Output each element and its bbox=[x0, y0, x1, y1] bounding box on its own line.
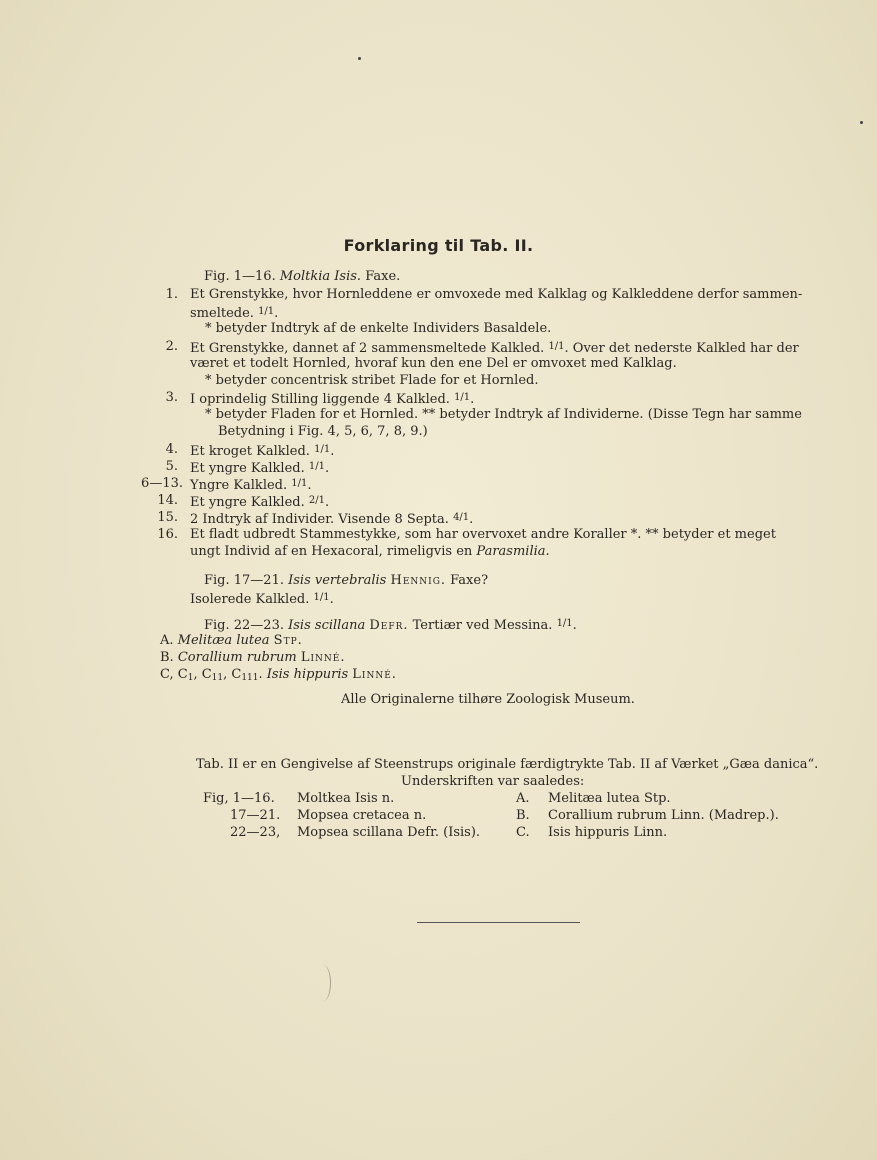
letter-a-label: A. bbox=[160, 633, 174, 648]
letter-c-species: Isis hippuris bbox=[266, 667, 349, 682]
letter-c-sub3: 111 bbox=[241, 673, 259, 683]
group2-heading bbox=[204, 572, 488, 589]
entry-1-line1: Et Grenstykke, hvor Hornleddene er omvoxede med Kalklag og Kalkleddene derfor sammen- bbox=[190, 287, 803, 302]
pencil-mark bbox=[316, 965, 331, 1001]
entry-3-text1: I oprindelig Stilling liggende 4 Kalkled. bbox=[190, 392, 450, 407]
group1-locality: Faxe. bbox=[365, 269, 401, 284]
note-row-2-name: Mopsea cretacea n. bbox=[297, 808, 427, 823]
note-row-2-letter: B. bbox=[516, 808, 530, 823]
entry-4-line: Et kroget Kalkled. $^{1/1}$. bbox=[190, 444, 335, 459]
entry-1-number: 1. bbox=[165, 287, 178, 302]
group2-text2: Isolerede Kalkled. bbox=[190, 592, 310, 607]
letter-c-author: Linné. bbox=[352, 667, 397, 682]
entry-6-13-text: Yngre Kalkled. bbox=[190, 478, 288, 493]
group2-line2: Isolerede Kalkled. $^{1/1}$. bbox=[190, 592, 334, 607]
entry-1-text2: smeltede. bbox=[190, 306, 254, 321]
group2-fig: Fig. 17—21. bbox=[204, 573, 284, 588]
group3-heading: Fig. 22—23. Isis scillana Defr. Tertiær ved Messina. $^{1/1}$. bbox=[204, 618, 577, 633]
entry-3-number: 3. bbox=[165, 390, 178, 405]
entry-3-note2: Betydning i Fig. 4, 5, 6, 7, 8, 9.) bbox=[218, 424, 428, 439]
entry-3-scale: 1/1 bbox=[454, 392, 471, 403]
note-row-2-fig: 17—21. bbox=[230, 808, 281, 823]
divider-rule bbox=[417, 922, 580, 923]
group1-species: Moltkia Isis. bbox=[279, 269, 362, 284]
note-row-1-name: Moltkea Isis n. bbox=[297, 791, 395, 806]
entry-2-text1: Et Grenstykke, dannet af 2 sammensmeltede Kalkled. bbox=[190, 341, 545, 356]
note-row-1-species: Melitæa lutea Stp. bbox=[548, 791, 671, 806]
entry-2-scale: 1/1 bbox=[548, 341, 565, 352]
note-row-3-name: Mopsea scillana Defr. (Isis). bbox=[297, 825, 481, 840]
entry-15-number: 15. bbox=[157, 510, 178, 525]
group3-scale: 1/1 bbox=[556, 618, 573, 629]
letter-c-sep2: , C bbox=[223, 667, 242, 682]
letter-c bbox=[160, 666, 397, 687]
letter-c-label: C, C bbox=[160, 667, 188, 682]
entry-15-text: 2 Indtryk af Individer. Visende 8 Septa. bbox=[190, 512, 449, 527]
entry-2-line1: Et Grenstykke, dannet af 2 sammensmeltede Kalkled. $^{1/1}$. Over det nederste Kalkled har der bbox=[190, 341, 799, 356]
entry-1-note: * betyder Indtryk af de enkelte Individers Basaldele. bbox=[205, 321, 552, 336]
entry-2-note: * betyder concentrisk stribet Flade for et Hornled. bbox=[205, 373, 539, 388]
note-row-1-letter: A. bbox=[516, 791, 530, 806]
letter-b-author: Linné. bbox=[300, 650, 346, 665]
entry-16-genus: Parasmilia. bbox=[476, 544, 550, 559]
entry-14-text: Et yngre Kalkled. bbox=[190, 495, 305, 510]
entry-14-scale: 2/1 bbox=[308, 495, 325, 506]
group3-species: Isis scillana bbox=[288, 618, 366, 633]
entry-16-line1: Et fladt udbredt Stammestykke, som har overvoxet andre Koraller *. ** betyder et meget bbox=[190, 527, 776, 542]
entry-16-number: 16. bbox=[157, 527, 178, 542]
entry-5-text: Et yngre Kalkled. bbox=[190, 461, 305, 476]
entry-2-text1b: Over det nederste Kalkled har der bbox=[572, 341, 799, 356]
entry-15-scale: 4/1 bbox=[453, 512, 470, 523]
group2-species: Isis vertebralis bbox=[288, 573, 387, 588]
entry-2-line2: været et todelt Hornled, hvoraf kun den ene Del er omvoxet med Kalklag. bbox=[190, 356, 677, 371]
entry-16-text2: ungt Individ af en Hexacoral, rimeligvis en bbox=[190, 544, 473, 559]
group3-fig: Fig. 22—23. bbox=[204, 618, 284, 633]
letter-b-label: B. bbox=[160, 650, 174, 665]
page-title: Forklaring til Tab. II. bbox=[343, 236, 534, 255]
originals-note: Alle Originalerne tilhøre Zoologisk Museum. bbox=[341, 692, 635, 707]
entry-14-number: 14. bbox=[157, 493, 178, 508]
entry-4-text: Et kroget Kalkled. bbox=[190, 444, 310, 459]
entry-5-line: Et yngre Kalkled. $^{1/1}$. bbox=[190, 461, 330, 476]
note-row-1-fig: Fig, 1—16. bbox=[203, 791, 275, 806]
note-row-2-species: Corallium rubrum Linn. (Madrep.). bbox=[548, 808, 779, 823]
entry-16-line2 bbox=[190, 543, 550, 560]
group1-fig: Fig. 1—16. bbox=[204, 269, 276, 284]
letter-a bbox=[160, 632, 303, 649]
speck-top bbox=[358, 57, 361, 60]
entry-4-scale: 1/1 bbox=[314, 444, 331, 455]
letter-c-sub1: 1 bbox=[187, 673, 194, 683]
entry-3-note1: * betyder Fladen for et Hornled. ** betyder Indtryk af Individerne. (Disse Tegn har samme bbox=[205, 407, 802, 422]
entry-15-line: 2 Indtryk af Individer. Visende 8 Septa. $^{4/1}$. bbox=[190, 512, 474, 527]
letter-a-species: Melitæa lutea bbox=[177, 633, 270, 648]
entry-5-scale: 1/1 bbox=[308, 461, 325, 472]
letter-b bbox=[160, 649, 345, 666]
group2-author: Hennig. bbox=[390, 573, 447, 588]
entry-6-13-number: 6—13. bbox=[141, 476, 183, 491]
group2-scale: 1/1 bbox=[313, 592, 330, 603]
entry-14-line: Et yngre Kalkled. $^{2/1}$. bbox=[190, 495, 330, 510]
letter-c-sub2: 11 bbox=[211, 673, 224, 683]
letter-b-species: Corallium rubrum bbox=[177, 650, 297, 665]
letter-c-dot: . bbox=[258, 667, 263, 682]
entry-6-13-line: Yngre Kalkled. $^{1/1}$. bbox=[190, 478, 312, 493]
note-row-3-letter: C. bbox=[516, 825, 530, 840]
entry-3-line1: I oprindelig Stilling liggende 4 Kalkled. $^{1/1}$. bbox=[190, 392, 475, 407]
group3-author: Defr. bbox=[369, 618, 409, 633]
group1-heading bbox=[204, 268, 400, 285]
letter-a-author: Stp. bbox=[273, 633, 303, 648]
entry-2-number: 2. bbox=[165, 339, 178, 354]
entry-1-scale: 1/1 bbox=[258, 306, 275, 317]
entry-6-13-scale: 1/1 bbox=[291, 478, 308, 489]
entry-5-number: 5. bbox=[165, 459, 178, 474]
letter-c-sep1: , C bbox=[193, 667, 212, 682]
note-row-3-fig: 22—23, bbox=[230, 825, 281, 840]
note-line1: Tab. II er en Gengivelse af Steenstrups originale færdigtrykte Tab. II af Værket „Gæa danica“. bbox=[196, 757, 819, 772]
group2-locality: Faxe? bbox=[450, 573, 489, 588]
speck-right bbox=[860, 121, 863, 124]
note-row-3-species: Isis hippuris Linn. bbox=[548, 825, 668, 840]
group3-locality: Tertiær ved Messina. bbox=[412, 618, 553, 633]
entry-1-line2: smeltede. $^{1/1}$. bbox=[190, 306, 279, 321]
entry-4-number: 4. bbox=[165, 442, 178, 457]
note-line2: Underskriften var saaledes: bbox=[401, 774, 585, 789]
